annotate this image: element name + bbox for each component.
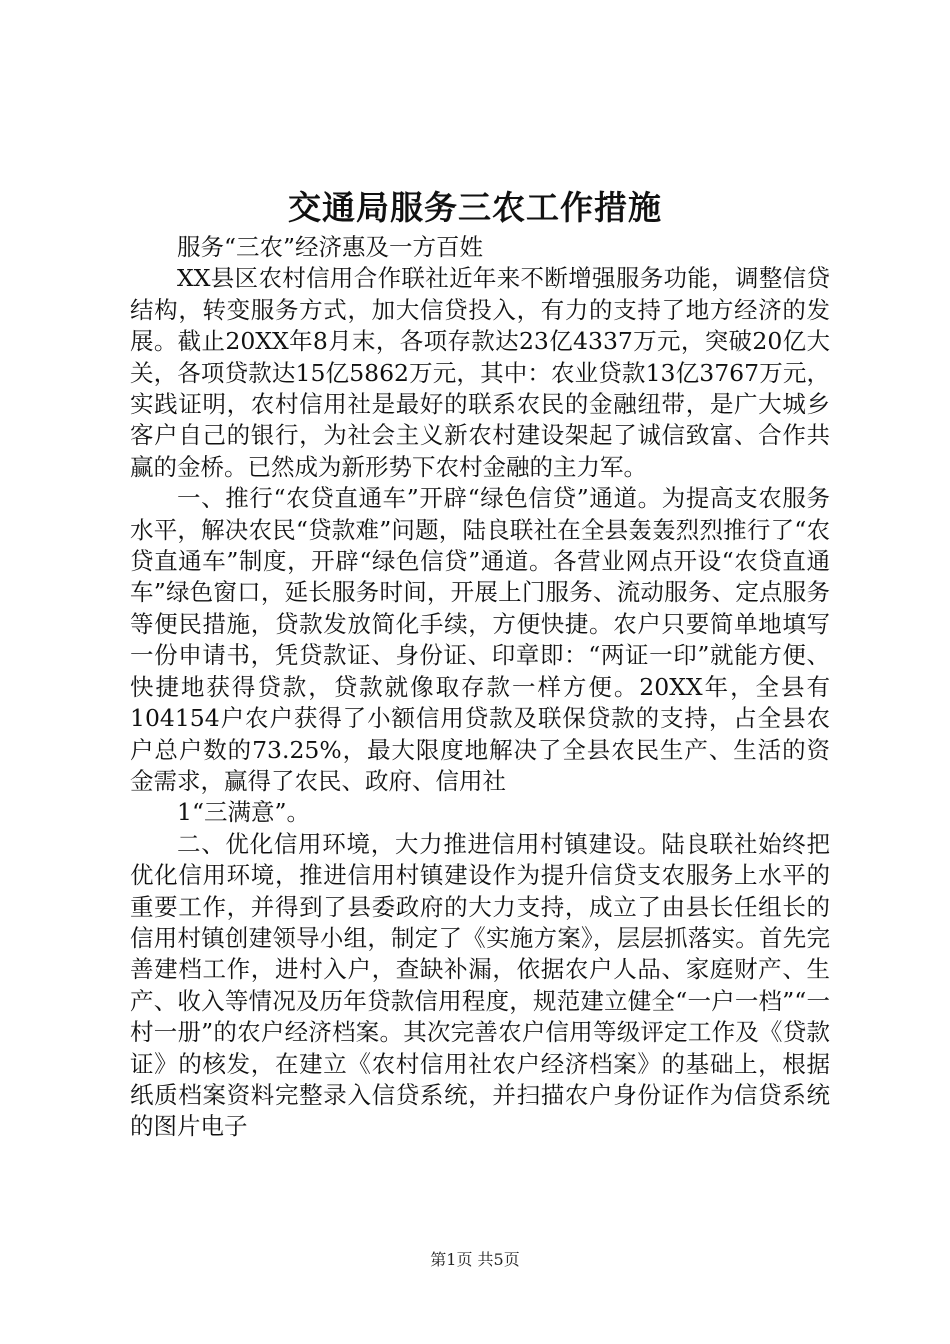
document-title: 交通局服务三农工作措施 — [288, 188, 662, 227]
document-body — [130, 232, 830, 1143]
page-footer: 第1页 共5页 — [430, 1250, 520, 1269]
body-paragraph-subtitle: 服务“三农”经济惠及一方百姓 — [177, 233, 484, 261]
body-paragraph-fragment: 1“三满意”。 — [177, 798, 310, 827]
body-paragraph-intro: XX县区农村信用合作联社近年来不断增强服务功能，调整信贷结构，转变服务方式，加大信贷投入，有力的支持了地方经济的发展。截止20XX年8月末，各项存款达23亿4337万元，突破20亿大关，各项贷款达15亿5862万元，其中：农业贷款13亿3767万元，实践证明，农村信用社是最好的联系农民的金融纽带，是广大城乡客户自己的银行，为社会主义新农村建设架起了诚信致富、合作共赢的金桥。已然成为新形势下农村金融的主力军。 — [130, 264, 830, 481]
body-paragraph-section-one: 一、推行“农贷直通车”开辟“绿色信贷”通道。为提高支农服务水平，解决农民“贷款难”问题，陆良联社在全县轰轰烈烈推行了“农贷直通车”制度，开辟“绿色信贷”通道。各营业网点开设“农贷直通车”绿色窗口，延长服务时间，开展上门服务、流动服务、定点服务等便民措施，贷款发放简化手续，方便快捷。农户只要简单地填写一份申请书，凭贷款证、身份证、印章即：“两证一印”就能方便、快捷地获得贷款，贷款就像取存款一样方便。20XX年，全县有104154户农户获得了小额信用贷款及联保贷款的支持，占全县农户总户数的73.25%，最大限度地解决了全县农民生产、生活的资金需求，赢得了农民、政府、信用社 — [130, 484, 830, 795]
body-paragraph-section-two: 二、优化信用环境，大力推进信用村镇建设。陆良联社始终把优化信用环境，推进信用村镇建设作为提升信贷支农服务上水平的重要工作，并得到了县委政府的大力支持，成立了由县长任组长的信用村镇创建领导小组，制定了《实施方案》，层层抓落实。首先完善建档工作，进村入户，查缺补漏，依据农户人品、家庭财产、生产、收入等情况及历年贷款信用程度，规范建立健全“一户一档”“一村一册”的农户经济档案。其次完善农户信用等级评定工作及《贷款证》的核发，在建立《农村信用社农户经济档案》的基础上，根据纸质档案资料完整录入信贷系统，并扫描农户身份证作为信贷系统的图片电子 — [130, 829, 830, 1141]
